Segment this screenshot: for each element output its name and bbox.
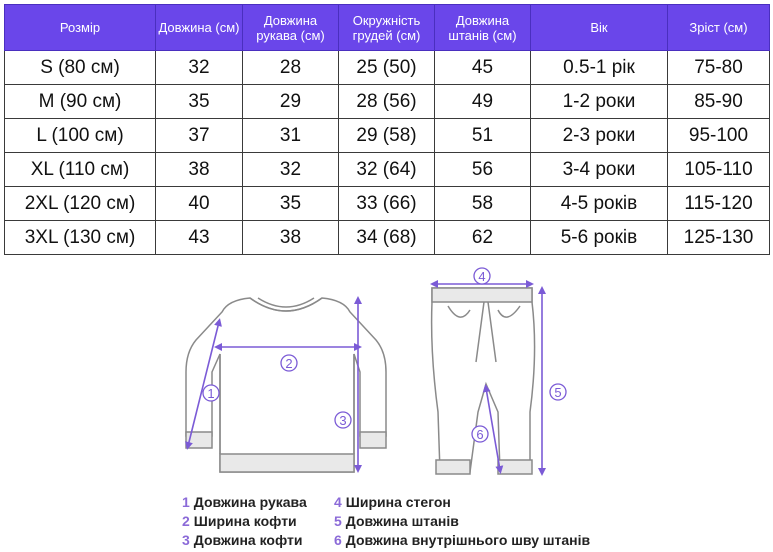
marker-5: 5 bbox=[554, 385, 562, 400]
cell-height: 115-120 bbox=[668, 187, 770, 221]
marker-2: 2 bbox=[285, 356, 293, 371]
cell-length: 43 bbox=[156, 221, 243, 255]
cell-chest: 33 (66) bbox=[339, 187, 435, 221]
legend-item: 1 Довжина рукава bbox=[182, 494, 307, 510]
table-header-row bbox=[5, 5, 770, 51]
cell-height: 125-130 bbox=[668, 221, 770, 255]
cell-chest: 34 (68) bbox=[339, 221, 435, 255]
cell-chest: 28 (56) bbox=[339, 85, 435, 119]
cell-height: 75-80 bbox=[668, 51, 770, 85]
header-pants-length: Довжина штанів (см) bbox=[435, 5, 531, 51]
cell-pants: 62 bbox=[435, 221, 531, 255]
marker-6: 6 bbox=[476, 427, 484, 442]
cell-chest: 32 (64) bbox=[339, 153, 435, 187]
table-row bbox=[5, 119, 770, 153]
cell-sleeve: 38 bbox=[243, 221, 339, 255]
header-age: Вік bbox=[531, 5, 668, 51]
table-row bbox=[5, 153, 770, 187]
cell-length: 32 bbox=[156, 51, 243, 85]
sweatshirt-outline bbox=[186, 298, 386, 472]
cell-age: 4-5 років bbox=[531, 187, 668, 221]
cell-age: 2-3 роки bbox=[531, 119, 668, 153]
cell-height: 95-100 bbox=[668, 119, 770, 153]
table-row bbox=[5, 187, 770, 221]
cell-pants: 51 bbox=[435, 119, 531, 153]
cell-sleeve: 35 bbox=[243, 187, 339, 221]
table-row bbox=[5, 51, 770, 85]
marker-1: 1 bbox=[207, 386, 215, 401]
legend-item: 3 Довжина кофти bbox=[182, 532, 303, 548]
cell-size: S (80 см) bbox=[5, 51, 156, 85]
header-sleeve-length: Довжина рукава (см) bbox=[243, 5, 339, 51]
legend-item: 4 Ширина стегон bbox=[334, 494, 451, 510]
table-row bbox=[5, 85, 770, 119]
pants-outline bbox=[432, 288, 535, 474]
legend-item: 2 Ширина кофти bbox=[182, 513, 297, 529]
cell-size: XL (110 см) bbox=[5, 153, 156, 187]
cell-pants: 45 bbox=[435, 51, 531, 85]
cell-size: 3XL (130 см) bbox=[5, 221, 156, 255]
header-height: Зріст (см) bbox=[668, 5, 770, 51]
cell-size: 2XL (120 см) bbox=[5, 187, 156, 221]
cell-length: 37 bbox=[156, 119, 243, 153]
legend-column-1 bbox=[182, 493, 307, 550]
cell-height: 85-90 bbox=[668, 85, 770, 119]
cell-age: 0.5-1 рік bbox=[531, 51, 668, 85]
cell-size: L (100 см) bbox=[5, 119, 156, 153]
cell-length: 35 bbox=[156, 85, 243, 119]
cell-sleeve: 28 bbox=[243, 51, 339, 85]
legend-column-2 bbox=[334, 493, 590, 550]
header-size: Розмір bbox=[5, 5, 156, 51]
cell-age: 3-4 роки bbox=[531, 153, 668, 187]
table-row bbox=[5, 221, 770, 255]
cell-sleeve: 29 bbox=[243, 85, 339, 119]
cell-pants: 49 bbox=[435, 85, 531, 119]
size-table bbox=[4, 4, 770, 255]
legend-item: 5 Довжина штанів bbox=[334, 513, 459, 529]
header-length: Довжина (см) bbox=[156, 5, 243, 51]
header-chest: Окружність грудей (см) bbox=[339, 5, 435, 51]
cell-age: 5-6 років bbox=[531, 221, 668, 255]
marker-4: 4 bbox=[478, 269, 486, 284]
cell-chest: 29 (58) bbox=[339, 119, 435, 153]
marker-3: 3 bbox=[339, 413, 347, 428]
cell-height: 105-110 bbox=[668, 153, 770, 187]
cell-age: 1-2 роки bbox=[531, 85, 668, 119]
cell-length: 40 bbox=[156, 187, 243, 221]
cell-pants: 58 bbox=[435, 187, 531, 221]
cell-pants: 56 bbox=[435, 153, 531, 187]
cell-size: M (90 см) bbox=[5, 85, 156, 119]
legend-item: 6 Довжина внутрішнього шву штанів bbox=[334, 532, 591, 548]
cell-chest: 25 (50) bbox=[339, 51, 435, 85]
cell-length: 38 bbox=[156, 153, 243, 187]
cell-sleeve: 31 bbox=[243, 119, 339, 153]
cell-sleeve: 32 bbox=[243, 153, 339, 187]
